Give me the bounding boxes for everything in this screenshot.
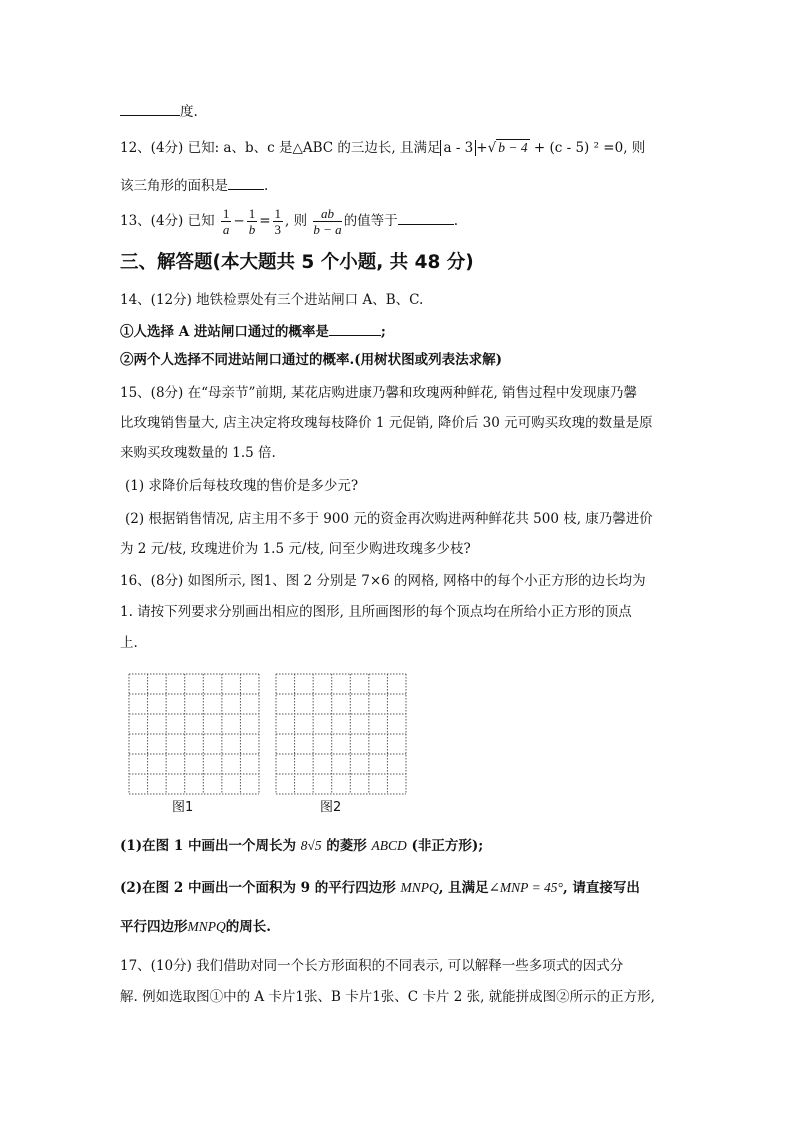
q17-line-2: 解. 例如选取图①中的 A 卡片1张、B 卡片1张、C 卡片 2 张, 就能拼成图②所示的正方形, — [120, 989, 655, 1005]
q13-equals: = — [259, 213, 271, 229]
q11-blank — [120, 101, 180, 116]
q13-fraction-4 — [313, 206, 341, 237]
q11-answer-line — [120, 101, 198, 122]
q13-prefix: 13、(4分) 已知 — [120, 213, 215, 229]
q15-sub-2a: (2) 根据销售情况, 店主用不多于 900 元的资金再次购进两种鲜花共 500 枝, 康乃馨进价 — [125, 511, 653, 527]
q16-part-3 — [120, 917, 271, 937]
q16-parallelogram-name: MNPQ — [400, 880, 439, 895]
figure-2-caption: 图2 — [320, 800, 342, 815]
q16-angle-condition: ∠MNP = 45° — [488, 880, 563, 895]
q14-part-2: ②两个人选择不同进站闸口通过的概率.(用树状图或列表法求解) — [120, 352, 502, 368]
q16-part-1 — [120, 836, 483, 856]
grid-figure-1 — [128, 673, 260, 795]
q13-blank — [398, 210, 454, 225]
q13-f3-den: 3 — [274, 222, 282, 237]
q16-part-2-mid: , 且满足 — [438, 880, 489, 896]
q16-line-3: 上. — [120, 635, 138, 651]
q16-part-3-prefix: 平行四边形 — [120, 919, 188, 935]
q15-line-2: 比玫瑰销售量大, 店主决定将玫瑰每枝降价 1 元促销, 降价后 30 元可购买玫瑰的数量是原 — [120, 415, 653, 431]
q16-part-1-tail: (非正方形); — [411, 838, 484, 854]
q16-parallelogram-name-2: MNPQ — [187, 919, 226, 934]
q16-part-3-tail: 的周长. — [225, 919, 271, 935]
q14-part-1-text: ①人选择 A 进站闸口通过的概率是 — [120, 324, 329, 340]
q16-part-2 — [120, 878, 640, 898]
q12-line2-end: . — [264, 178, 269, 194]
q13-fraction-3 — [273, 206, 284, 237]
q14-part-1-end: ; — [380, 324, 386, 340]
q15-line-3: 来购买玫瑰数量的 1.5 倍. — [120, 445, 276, 461]
q12-tail: + (c - 5) ² =0, 则 — [529, 140, 646, 156]
q12-line-1 — [120, 138, 645, 158]
q13-line — [120, 203, 458, 239]
q13-f2-den: b — [248, 222, 256, 237]
q15-sub-1: (1) 求降价后每枝玫瑰的售价是多少元? — [125, 478, 359, 494]
q13-tail: 的值等于 — [343, 213, 398, 229]
q12-blank — [228, 175, 264, 190]
q12-prefix: 12、(4分) 已知: a、b、c 是△ABC 的三边长, 且满足 — [120, 140, 441, 156]
q12-line-2 — [120, 175, 268, 196]
q16-part-2-prefix: (2)在图 2 中画出一个面积为 9 的平行四边形 — [120, 880, 396, 896]
q16-part-1-mid: 的菱形 — [326, 838, 367, 854]
q12-sqrt-expression: √ b − 4 — [487, 140, 528, 156]
q13-f4-den: b − a — [313, 222, 342, 237]
q13-f1-den: a — [222, 222, 230, 237]
q16-line-2: 1. 请按下列要求分别画出相应的图形, 且所画图形的每个顶点均在所给小正方形的顶点 — [120, 604, 632, 620]
q16-perimeter-value: 8√5 — [300, 838, 322, 853]
q15-sub-2b: 为 2 元/枝, 玫瑰进价为 1.5 元/枝, 问至少购进玫瑰多少枝? — [120, 541, 471, 557]
q16-rhombus-name: ABCD — [371, 838, 407, 853]
q12-plus: + — [476, 140, 488, 156]
q14-stem: 14、(12分) 地铁检票处有三个进站闸口 A、B、C. — [120, 292, 424, 308]
q14-blank — [329, 321, 381, 336]
q15-line-1: 15、(8分) 在“母亲节”前期, 某花店购进康乃馨和玫瑰两种鲜花, 销售过程中发现康乃馨 — [120, 385, 638, 401]
figure-1-caption: 图1 — [172, 800, 194, 815]
q17-line-1: 17、(10分) 我们借助对同一个长方形面积的不同表示, 可以解释一些多项式的因式分 — [120, 958, 624, 974]
q13-fraction-2 — [247, 206, 258, 237]
q13-mid: , 则 — [285, 213, 308, 229]
q16-part-2-tail: , 请直接写出 — [562, 880, 640, 896]
q16-part-1-prefix: (1)在图 1 中画出一个周长为 — [120, 838, 296, 854]
q13-fraction-1 — [221, 206, 232, 237]
q16-line-1: 16、(8分) 如图所示, 图1、图 2 分别是 7×6 的网格, 网格中的每个小正方形的边长均为 — [120, 573, 646, 589]
q13-f3-num: 1 — [274, 206, 282, 221]
q13-minus: − — [233, 213, 245, 229]
q13-f4-num: ab — [313, 206, 341, 222]
q13-f2-num: 1 — [248, 206, 256, 221]
q12-abs-expression: a - 3 — [440, 140, 476, 156]
q12-sqrt-radicand: b − 4 — [498, 140, 528, 155]
q11-tail: 度. — [180, 104, 198, 120]
q14-part-1 — [120, 321, 386, 342]
q12-line2: 该三角形的面积是 — [120, 178, 228, 194]
section-3-title: 三、解答题(本大题共 5 个小题, 共 48 分) — [120, 252, 474, 273]
grid-figure-2 — [275, 673, 407, 795]
q13-end: . — [453, 213, 458, 229]
q13-f1-num: 1 — [222, 206, 230, 221]
